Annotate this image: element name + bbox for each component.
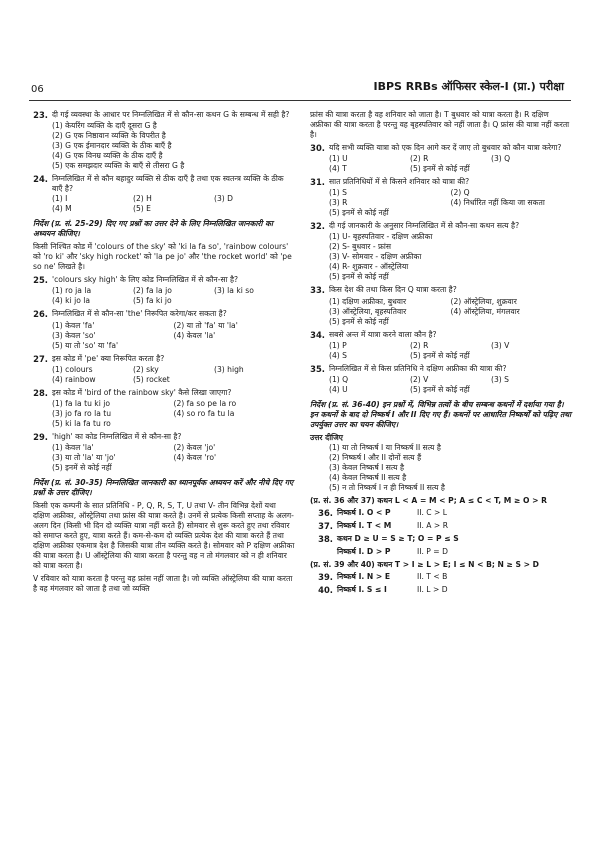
- answer-option: (1) या तो निष्कर्ष I या निष्कर्ष II सत्य है: [329, 442, 441, 452]
- option: (5) इनमें से कोई नहीं: [52, 462, 112, 472]
- answer-option: (4) केवल निष्कर्ष II सत्य है: [329, 472, 407, 482]
- option: (2) केवल 'jo': [173, 442, 216, 452]
- option: (2) R: [410, 154, 429, 164]
- option: (1) दक्षिण अफ्रीका, बुधवार: [329, 296, 407, 306]
- directions-25-29: निर्देश (प्र. सं. 25-29) दिए गए प्रश्नों का उत्तर देने के लिए निम्नलिखित जानकारी का अध्ययन कीजिए।: [33, 219, 273, 239]
- statement-36-37: (प्र. सं. 36 और 37) कथन L < A = M < P; A ≤ C < T, M ≥ O > R: [310, 496, 547, 506]
- option: (5) इनमें से कोई नहीं: [329, 272, 389, 282]
- option: (2) H: [133, 194, 152, 204]
- directions-30-35: निर्देश (प्र. सं. 30-35) निम्नलिखित जानकारी का ध्यानपूर्वक अध्ययन करें और नीचे दिए गए प्रश्नों के उत्तर दीजिए।: [33, 477, 294, 497]
- option: (4) केवल 'ro': [173, 452, 217, 462]
- option: (1) Q: [329, 374, 349, 384]
- option: (2) R: [410, 340, 429, 350]
- question-text: सात प्रतिनिधियों में से किसने शनिवार को यात्रा की?: [329, 177, 470, 187]
- question-33: 33. किस देश की तथा किस दिन Q यात्रा करता है? (1) दक्षिण अफ्रीका, बुधवार (2) ऑस्ट्रेलिया, शुक्रवार (3) ऑस्ट्रेलिया, बृहस्पतिवार (4) ऑस्ट्रेलिया, मंगलवार (5) इनमें से कोई नहीं: [310, 285, 572, 326]
- header-rule: [29, 100, 571, 101]
- travel-passage-2: V रविवार को यात्रा करता है परन्तु वह फ्रांस नहीं जाता है। जो व्यक्ति ऑस्ट्रेलिया की यात्रा करता है वह मंगलवार को जाता है तथा जो व्यक्ति: [33, 574, 293, 594]
- option: (3) high: [214, 364, 244, 374]
- statement-39-40: (प्र. सं. 39 और 40) कथन T > I ≥ L > E; I ≤ N < B; N ≥ S > D: [310, 560, 539, 570]
- question-37: 37. निष्कर्ष I. T < M II. A > R: [310, 521, 572, 532]
- conclusion-2: II. C > L: [417, 508, 448, 518]
- conclusion-2: II. P = D: [417, 547, 448, 557]
- question-34: 34. सबसे अन्त में यात्रा करने वाला कौन है? (1) P (2) R (3) V (4) S (5) इनमें से कोई नहीं: [310, 330, 572, 361]
- option: (2) Q: [450, 188, 470, 198]
- option: (1) fa la tu ki jo: [52, 398, 110, 408]
- question-text: इस कोड में 'pe' क्या निरूपित करता है?: [52, 353, 165, 363]
- option: (5) या तो 'so' या 'fa': [52, 340, 119, 350]
- option: (4) R- शुक्रवार - ऑस्ट्रेलिया: [329, 262, 409, 272]
- travel-passage: किसी एक कम्पनी के सात प्रतिनिधि - P, Q, R, S, T, U तथा V- तीन विभिन्न देशों यथा दक्षिण अफ्रीका, ऑस्ट्रेलिया तथा फ्रांस की यात्रा करते है। उनमें से प्रत्येक किसी सप्ताह के अलग-अलग दिन (किसी भी दिन दो व्यक्ति यात्रा नहीं करते हैं) सोमवार से शुरू करते हुए तथा रविवार को समाप्त करते हुए, यात्रा करते हैं। कम-से-कम दो व्यक्ति प्रत्येक देश की यात्रा करते हैं तथा दक्षिण अफ्रीका एकमात्र देश है जिसकी यात्रा तीन व्यक्ति करते है। सोमवार को P दक्षिण अफ्रीका की यात्रा करता है। U ऑस्ट्रेलिया की यात्रा करता है परन्तु वह न तो मंगलवार को न ही शनिवार को यात्रा करता है।: [33, 501, 295, 571]
- question-text: 'high' का कोड निम्नलिखित में से कौन-सा है?: [52, 431, 182, 441]
- conclusion-1: निष्कर्ष I. D > P: [337, 547, 391, 557]
- option: (4) so ro fa tu la: [173, 408, 235, 418]
- question-25: 25. 'colours sky high' के लिए कोड निम्नलिखित में से कौन-सा है? (1) ro ja la (2) fa la jo (3) la ki so (4) ki jo la (5) fa ki jo: [33, 275, 295, 306]
- option: (4) S: [329, 350, 347, 360]
- option: (3) R: [329, 198, 348, 208]
- option: (1) केवल 'la': [52, 442, 94, 452]
- answer-option: (2) निष्कर्ष I और II दोनों सत्य हैं: [329, 452, 422, 462]
- question-text: दी गई जानकारी के अनुसार निम्नलिखित में से कौन-सा कथन सत्य है?: [329, 221, 520, 231]
- option: (5) E: [133, 204, 151, 214]
- option: (5) इनमें से कोई नहीं: [329, 316, 389, 326]
- option: (3) V- सोमवार - दक्षिण अफ्रीका: [329, 252, 422, 262]
- option: (2) या तो 'fa' या 'la': [173, 320, 238, 330]
- running-title: IBPS RRBs ऑफिसर स्केल-I (प्रा.) परीक्षा: [373, 80, 564, 93]
- option: (1) U- बृहस्पतिवार - दक्षिण अफ्रीका: [329, 232, 433, 242]
- question-text: निम्नलिखित में से किस प्रतिनिधि ने दक्षिण अफ्रीका की यात्रा की?: [329, 363, 507, 373]
- option: (4) केवल 'la': [173, 330, 216, 340]
- answer-heading: उत्तर दीजिए: [310, 432, 343, 442]
- question-32: 32. दी गई जानकारी के अनुसार निम्नलिखित में से कौन-सा कथन सत्य है? (1) U- बृहस्पतिवार - दक्षिण अफ्रीका (2) S- बुधवार - फ्रांस (3) V- सोमवार - दक्षिण अफ्रीका (4) R- शुक्रवार - ऑस्ट्रेलिया (5) इनमें से कोई नहीं: [310, 221, 572, 282]
- option: (4) G एक विनम्र व्यक्ति के ठीक दाएँ है: [52, 151, 163, 161]
- option: (1) I: [52, 194, 68, 204]
- question-text: यदि सभी व्यक्ति यात्रा को एक दिन आगे कर दें जाए तो बुधवार को कौन यात्रा करेगा?: [329, 143, 562, 153]
- option: (4) ki jo la: [52, 296, 91, 306]
- option: (3) केवल 'so': [52, 330, 96, 340]
- option: (5) एक समझदार व्यक्ति के बाएँ से तीसरा G है: [52, 161, 185, 171]
- option: (1) S: [329, 188, 347, 198]
- question-text: सबसे अन्त में यात्रा करने वाला कौन है?: [329, 329, 437, 339]
- question-39: 39. निष्कर्ष I. N > E II. T < B: [310, 572, 572, 583]
- option: (1) P: [329, 340, 347, 350]
- answer-option: (5) न तो निष्कर्ष I न ही निष्कर्ष II सत्य है: [329, 483, 445, 492]
- option: (3) या तो 'la' या 'jo': [52, 452, 116, 462]
- left-column: [33, 110, 295, 597]
- question-24: 24. निम्नलिखित में से कौन बहादुर व्यक्ति से ठीक दाएँ है तथा एक स्वतन्त्र व्यक्ति के ठीक बाएँ है? (1) I (2) H (3) D (4) M (5) E: [33, 174, 295, 214]
- page-number: 06: [31, 84, 44, 95]
- option: (5) rocket: [133, 374, 170, 384]
- option: (3) ऑस्ट्रेलिया, बृहस्पतिवार: [329, 306, 407, 316]
- question-36: 36. निष्कर्ष I. O < P II. C > L: [310, 508, 572, 519]
- question-29: 29. 'high' का कोड निम्नलिखित में से कौन-सा है? (1) केवल 'la' (2) केवल 'jo' (3) या तो 'la' या 'jo' (4) केवल 'ro' (5) इनमें से कोई नहीं: [33, 432, 295, 473]
- option: (5) इनमें से कोई नहीं: [410, 164, 470, 174]
- question-38: 38. कथन D ≥ U = S ≥ T; O = P ≤ S: [310, 534, 572, 545]
- option: (3) Q: [491, 154, 511, 164]
- question-40: 40. निष्कर्ष I. S ≤ I II. L > D: [310, 585, 572, 596]
- option: (4) T: [329, 164, 347, 174]
- option: (3) S: [491, 374, 509, 384]
- option: (2) fa la jo: [133, 286, 172, 296]
- statement: कथन D ≥ U = S ≥ T; O = P ≤ S: [337, 534, 459, 544]
- conclusion-1: निष्कर्ष I. N > E: [337, 572, 391, 582]
- option: (5) इनमें से कोई नहीं: [410, 384, 470, 394]
- conclusion-1: निष्कर्ष I. O < P: [337, 508, 391, 518]
- option: (1) ro ja la: [52, 286, 92, 296]
- option: (4) rainbow: [52, 374, 96, 384]
- option: (5) इनमें से कोई नहीं: [329, 208, 389, 218]
- option: (3) la ki so: [214, 286, 254, 296]
- option: (2) V: [410, 374, 429, 384]
- question-30: 30. यदि सभी व्यक्ति यात्रा को एक दिन आगे कर दें जाए तो बुधवार को कौन यात्रा करेगा? (1) U (2) R (3) Q (4) T (5) इनमें से कोई नहीं: [310, 143, 572, 174]
- conclusion-2: II. A > R: [417, 521, 448, 531]
- conclusion-1: निष्कर्ष I. S ≤ I: [337, 585, 387, 595]
- conclusion-1: निष्कर्ष I. T < M: [337, 521, 392, 531]
- option: (1) U: [329, 154, 348, 164]
- question-38-conclusions: [310, 547, 572, 557]
- option: (2) sky: [133, 364, 159, 374]
- option: (2) G एक निष्ठावान व्यक्ति के विपरीत है: [52, 131, 166, 141]
- question-27: 27. इस कोड में 'pe' क्या निरूपित करता है? (1) colours (2) sky (3) high (4) rainbow (5) rocket: [33, 354, 295, 385]
- option: (1) केयरिंग व्यक्ति के दाएँ दूसरा G है: [52, 121, 157, 131]
- code-passage: किसी निश्चित कोड में 'colours of the sky' को 'ki la fa so', 'rainbow colours' को 'ro ki' और 'sky high rocket' को 'la pe jo' और 'the rocket world' को 'pe so ne' लिखते है।: [33, 242, 292, 272]
- question-35: 35. निम्नलिखित में से किस प्रतिनिधि ने दक्षिण अफ्रीका की यात्रा की? (1) Q (2) V (3) S (4) U (5) इनमें से कोई नहीं: [310, 364, 572, 395]
- question-23: 23. दी गई व्यवस्था के आधार पर निम्नलिखित में से कौन-सा कथन G के सम्बन्ध में सही है? (1) केयरिंग व्यक्ति के दाएँ दूसरा G है (2) G एक निष्ठावान व्यक्ति के विपरीत है (3) G एक ईमानदार व्यक्ति के ठीक बाएँ है (4) G एक विनम्र व्यक्ति के ठीक दाएँ है (5) एक समझदार व्यक्ति के बाएँ से तीसरा G है: [33, 110, 295, 171]
- option: (5) ki la fa tu ro: [52, 418, 111, 428]
- option: (3) D: [214, 194, 234, 204]
- question-text: निम्नलिखित में से कौन-सा 'the' निरूपित करेगा/कर सकता है?: [52, 309, 227, 319]
- option: (4) M: [52, 204, 72, 214]
- travel-passage-continued: फ्रांस की यात्रा करता है वह शनिवार को जाता है। T बुधवार को यात्रा करता है। R दक्षिण अफ्रीका की यात्रा करता है परन्तु वह बृहस्पतिवार को नहीं जाता है। Q फ्रांस की यात्रा नहीं करता है।: [310, 110, 570, 140]
- question-text: किस देश की तथा किस दिन Q यात्रा करता है?: [329, 285, 457, 295]
- question-31: 31. सात प्रतिनिधियों में से किसने शनिवार को यात्रा की? (1) S (2) Q (3) R (4) निर्धारित नहीं किया जा सकता (5) इनमें से कोई नहीं: [310, 177, 572, 218]
- option: (5) इनमें से कोई नहीं: [410, 350, 470, 360]
- option: (3) V: [491, 340, 510, 350]
- right-column: [310, 110, 572, 597]
- option: (2) ऑस्ट्रेलिया, शुक्रवार: [450, 296, 517, 306]
- option: (5) fa ki jo: [133, 296, 172, 306]
- question-text: 'colours sky high' के लिए कोड निम्नलिखित में से कौन-सा है?: [52, 275, 239, 285]
- question-text: निम्नलिखित में से कौन बहादुर व्यक्ति से ठीक दाएँ है तथा एक स्वतन्त्र व्यक्ति के ठीक बाएँ है?: [52, 174, 284, 194]
- conclusion-2: II. T < B: [417, 572, 448, 582]
- option: (4) निर्धारित नहीं किया जा सकता: [450, 198, 545, 208]
- question-text: इस कोड में 'bird of the rainbow sky' कैसे लिखा जाएगा?: [52, 387, 232, 397]
- option: (2) fa so pe la ro: [173, 398, 237, 408]
- option: (3) jo fa ro la tu: [52, 408, 112, 418]
- option: (1) colours: [52, 364, 93, 374]
- option: (3) G एक ईमानदार व्यक्ति के ठीक बाएँ है: [52, 141, 172, 151]
- question-28: 28. इस कोड में 'bird of the rainbow sky' कैसे लिखा जाएगा? (1) fa la tu ki jo (2) fa so pe la ro (3) jo fa ro la tu (4) so ro fa tu la (5) ki la fa tu ro: [33, 388, 295, 429]
- option: (4) ऑस्ट्रेलिया, मंगलवार: [450, 306, 520, 316]
- answer-option: (3) केवल निष्कर्ष I सत्य है: [329, 462, 404, 472]
- conclusion-2: II. L > D: [417, 585, 448, 595]
- directions-36-40: निर्देश (प्र. सं. 36-40) इन प्रश्नों में, विभिन्न तत्वों के बीच सम्बन्ध कथनों में दर्शाया गया है। इन कथनों के बाद दो निष्कर्ष I और II दिए गए हैं। कथनों पर आधारित निष्कर्षों को पढ़िए तथा उपर्युक्त उत्तर का चयन कीजिए।: [310, 399, 572, 429]
- option: (4) U: [329, 384, 348, 394]
- option: (1) केवल 'fa': [52, 320, 95, 330]
- option: (2) S- बुधवार - फ्रांस: [329, 242, 391, 252]
- question-text: दी गई व्यवस्था के आधार पर निम्नलिखित में से कौन-सा कथन G के सम्बन्ध में सही है?: [52, 110, 290, 119]
- question-26: 26. निम्नलिखित में से कौन-सा 'the' निरूपित करेगा/कर सकता है? (1) केवल 'fa' (2) या तो 'fa' या 'la' (3) केवल 'so' (4) केवल 'la' (5) या तो 'so' या 'fa': [33, 309, 295, 350]
